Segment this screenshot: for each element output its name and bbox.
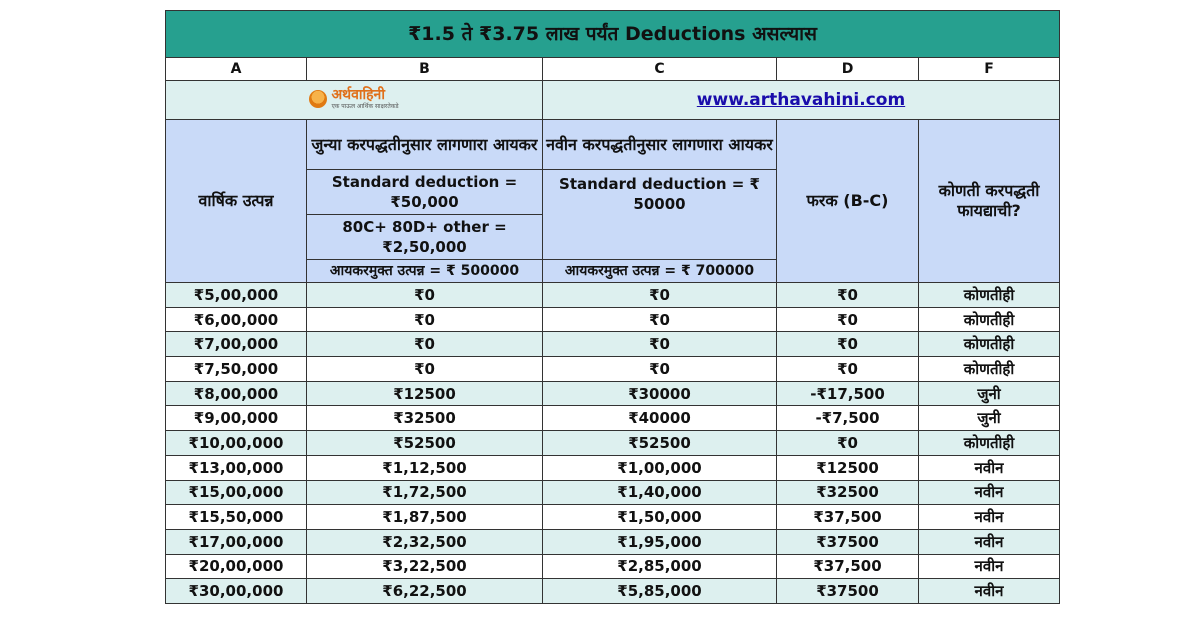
old-tax-cell[interactable]: ₹1,87,500 xyxy=(307,505,543,530)
better-regime-cell[interactable]: नवीन xyxy=(919,480,1060,505)
table-row xyxy=(166,332,1060,357)
header-which-better: कोणती करपद्धती फायद्याची? xyxy=(919,120,1060,283)
old-tax-cell[interactable]: ₹1,12,500 xyxy=(307,455,543,480)
difference-cell[interactable]: ₹0 xyxy=(777,307,919,332)
new-tax-cell[interactable]: ₹52500 xyxy=(543,431,777,456)
difference-cell[interactable]: ₹37500 xyxy=(777,529,919,554)
income-cell[interactable]: ₹10,00,000 xyxy=(166,431,307,456)
income-cell[interactable]: ₹8,00,000 xyxy=(166,381,307,406)
new-tax-cell[interactable]: ₹1,40,000 xyxy=(543,480,777,505)
old-tax-cell[interactable]: ₹6,22,500 xyxy=(307,579,543,604)
new-tax-cell[interactable]: ₹0 xyxy=(543,332,777,357)
table-row xyxy=(166,455,1060,480)
old-tax-cell[interactable]: ₹12500 xyxy=(307,381,543,406)
old-tax-cell[interactable]: ₹32500 xyxy=(307,406,543,431)
income-cell[interactable]: ₹13,00,000 xyxy=(166,455,307,480)
old-tax-cell[interactable]: ₹2,32,500 xyxy=(307,529,543,554)
better-regime-cell[interactable]: नवीन xyxy=(919,579,1060,604)
new-tax-cell[interactable]: ₹5,85,000 xyxy=(543,579,777,604)
logo-cell xyxy=(166,81,543,120)
tax-comparison-sheet xyxy=(165,10,1059,604)
column-letter-c[interactable]: C xyxy=(543,58,777,81)
table-row xyxy=(166,381,1060,406)
website-cell xyxy=(543,81,1060,120)
difference-cell[interactable]: ₹37500 xyxy=(777,579,919,604)
better-regime-cell[interactable]: जुनी xyxy=(919,406,1060,431)
new-tax-cell[interactable]: ₹0 xyxy=(543,307,777,332)
income-cell[interactable]: ₹7,00,000 xyxy=(166,332,307,357)
new-standard-deduction: Standard deduction = ₹ 50000 xyxy=(543,170,777,260)
better-regime-cell[interactable]: कोणतीही xyxy=(919,431,1060,456)
old-tax-cell[interactable]: ₹0 xyxy=(307,357,543,382)
new-tax-cell[interactable]: ₹40000 xyxy=(543,406,777,431)
difference-cell[interactable]: ₹0 xyxy=(777,332,919,357)
old-tax-cell[interactable]: ₹0 xyxy=(307,307,543,332)
difference-cell[interactable]: ₹32500 xyxy=(777,480,919,505)
table-title: ₹1.5 ते ₹3.75 लाख पर्यंत Deductions असल्यास xyxy=(166,11,1060,58)
table-row xyxy=(166,505,1060,530)
header-difference: फरक (B-C) xyxy=(777,120,919,283)
income-cell[interactable]: ₹15,00,000 xyxy=(166,480,307,505)
income-cell[interactable]: ₹9,00,000 xyxy=(166,406,307,431)
better-regime-cell[interactable]: नवीन xyxy=(919,505,1060,530)
logo-tagline: एक पाऊल आर्थिक साक्षरतेकडे xyxy=(331,103,399,110)
income-cell[interactable]: ₹7,50,000 xyxy=(166,357,307,382)
old-tax-cell[interactable]: ₹0 xyxy=(307,332,543,357)
income-cell[interactable]: ₹30,00,000 xyxy=(166,579,307,604)
income-cell[interactable]: ₹15,50,000 xyxy=(166,505,307,530)
title-row xyxy=(166,11,1060,58)
better-regime-cell[interactable]: जुनी xyxy=(919,381,1060,406)
new-tax-cell[interactable]: ₹1,50,000 xyxy=(543,505,777,530)
website-link[interactable]: www.arthavahini.com xyxy=(696,90,906,110)
table-row xyxy=(166,307,1060,332)
header-new-regime: नवीन करपद्धतीनुसार लागणारा आयकर xyxy=(543,120,777,170)
old-other-deductions: 80C+ 80D+ other = ₹2,50,000 xyxy=(307,215,543,260)
column-letters-row xyxy=(166,58,1060,81)
table-row xyxy=(166,579,1060,604)
new-tax-cell[interactable]: ₹2,85,000 xyxy=(543,554,777,579)
table-row xyxy=(166,406,1060,431)
tax-comparison-table xyxy=(165,10,1060,604)
table-row xyxy=(166,431,1060,456)
income-cell[interactable]: ₹6,00,000 xyxy=(166,307,307,332)
column-letter-f[interactable]: F xyxy=(919,58,1060,81)
brand-row xyxy=(166,81,1060,120)
difference-cell[interactable]: ₹37,500 xyxy=(777,505,919,530)
header-row-1 xyxy=(166,120,1060,170)
arthavahini-logo xyxy=(309,88,398,110)
logo-name: अर्थवाहिनी xyxy=(331,87,385,103)
new-tax-cell[interactable]: ₹30000 xyxy=(543,381,777,406)
income-cell[interactable]: ₹20,00,000 xyxy=(166,554,307,579)
logo-coin-icon xyxy=(309,90,327,108)
better-regime-cell[interactable]: नवीन xyxy=(919,455,1060,480)
old-exempt-income: आयकरमुक्त उत्पन्न = ₹ 500000 xyxy=(307,260,543,283)
table-row xyxy=(166,480,1060,505)
new-tax-cell[interactable]: ₹1,00,000 xyxy=(543,455,777,480)
data-rows xyxy=(166,283,1060,604)
better-regime-cell[interactable]: कोणतीही xyxy=(919,357,1060,382)
old-tax-cell[interactable]: ₹1,72,500 xyxy=(307,480,543,505)
new-tax-cell[interactable]: ₹0 xyxy=(543,357,777,382)
table-row xyxy=(166,554,1060,579)
better-regime-cell[interactable]: कोणतीही xyxy=(919,307,1060,332)
header-old-regime: जुन्या करपद्धतीनुसार लागणारा आयकर xyxy=(307,120,543,170)
new-exempt-income: आयकरमुक्त उत्पन्न = ₹ 700000 xyxy=(543,260,777,283)
new-tax-cell[interactable]: ₹0 xyxy=(543,283,777,308)
table-row xyxy=(166,357,1060,382)
header-annual-income: वार्षिक उत्पन्न xyxy=(166,120,307,283)
better-regime-cell[interactable]: कोणतीही xyxy=(919,332,1060,357)
difference-cell[interactable]: ₹0 xyxy=(777,357,919,382)
column-letter-a[interactable]: A xyxy=(166,58,307,81)
column-letter-d[interactable]: D xyxy=(777,58,919,81)
better-regime-cell[interactable]: कोणतीही xyxy=(919,283,1060,308)
old-tax-cell[interactable]: ₹0 xyxy=(307,283,543,308)
table-row xyxy=(166,283,1060,308)
income-cell[interactable]: ₹5,00,000 xyxy=(166,283,307,308)
difference-cell[interactable]: ₹37,500 xyxy=(777,554,919,579)
difference-cell[interactable]: ₹0 xyxy=(777,283,919,308)
old-tax-cell[interactable]: ₹52500 xyxy=(307,431,543,456)
new-tax-cell[interactable]: ₹1,95,000 xyxy=(543,529,777,554)
old-tax-cell[interactable]: ₹3,22,500 xyxy=(307,554,543,579)
better-regime-cell[interactable]: नवीन xyxy=(919,529,1060,554)
logo-text xyxy=(331,88,398,110)
difference-cell[interactable]: ₹0 xyxy=(777,431,919,456)
difference-cell[interactable]: -₹17,500 xyxy=(777,381,919,406)
old-standard-deduction: Standard deduction = ₹50,000 xyxy=(307,170,543,215)
table-row xyxy=(166,529,1060,554)
difference-cell[interactable]: -₹7,500 xyxy=(777,406,919,431)
income-cell[interactable]: ₹17,00,000 xyxy=(166,529,307,554)
difference-cell[interactable]: ₹12500 xyxy=(777,455,919,480)
column-letter-b[interactable]: B xyxy=(307,58,543,81)
better-regime-cell[interactable]: नवीन xyxy=(919,554,1060,579)
